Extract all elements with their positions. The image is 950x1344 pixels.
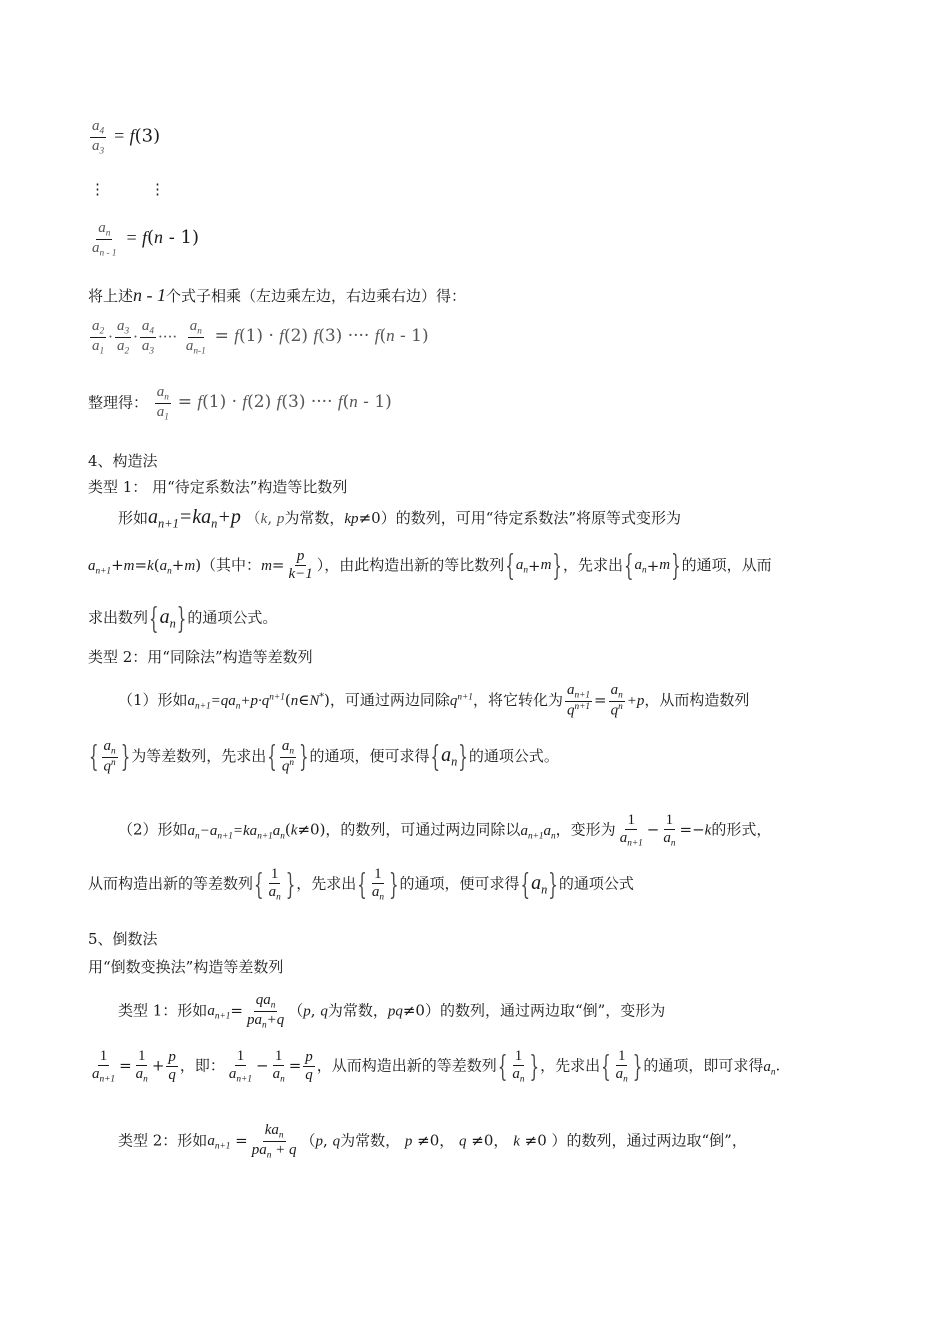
type1-form-pre: 形如 — [118, 509, 149, 527]
multiply-intro-pre: 将上述 — [88, 287, 134, 305]
type1-text3: ，先求出 — [562, 555, 623, 574]
inv-type2-note: 为常数， — [340, 1131, 401, 1150]
type1-form-post: 的数列，可用“待定系数法”将原等式变形为 — [395, 509, 682, 527]
type1-paren-note: （其中： — [201, 555, 262, 574]
multiply-intro — [88, 285, 950, 306]
type1-text2: ，由此构造出新的等比数列 — [324, 555, 505, 574]
simplify-label: 整理得： — [88, 393, 149, 412]
inv-type1-note: 为常数， — [327, 1001, 388, 1020]
type2-1-text4: 的通项公式。 — [468, 746, 559, 765]
type2-2-text4: 的通项，便可求得 — [399, 874, 520, 893]
inv-type2-line: 类型 2：形如$a_{n+1}$ = $\frac{ka_n}{pa_n + q}$ （p, q为常数， p ≠0， q ≠0， k ≠0 ）的数列，通过两边取“倒”， — [118, 1122, 747, 1161]
formula-ratio-an: $\frac{a_n}{a_{n - 1}}$ = f(n - 1) — [92, 220, 200, 259]
inv-type2-pre: 类型 2：形如 — [118, 1131, 208, 1150]
type2-1-pre: （1）形如 — [118, 690, 188, 709]
section4-title: 4、构造法 — [88, 452, 158, 470]
type2-2-text5: 的通项公式 — [558, 874, 634, 893]
inv-type1-line: 类型 1：形如$a_{n+1}=$ $\frac{qa_n}{pa_n+q}$ （p, q为常数，pq≠0）的数列，通过两边取“倒”，变形为 — [118, 992, 666, 1031]
inv-type1-post: 的数列，通过两边取“倒”，变形为 — [439, 1001, 666, 1020]
inv-type1-text4: ，先求出 — [540, 1056, 601, 1075]
inv-type2-post: 的数列，通过两边取“倒”， — [566, 1131, 747, 1150]
formula-product: $\frac{a_2}{a_1}$ · $\frac{a_3}{a_2}$ · $\frac{a_4}{a_3}$ ···· $\frac{a_n}{a_{n-1}}$ = f(1) · f(2) f(3) ···· f(n - 1) — [92, 318, 429, 357]
type2-2-text3: ，先求出 — [296, 874, 357, 893]
inv-type1-text5: 的通项，即可求得 — [643, 1056, 764, 1075]
inv-type1-text3: ，从而构造出新的等差数列 — [316, 1056, 497, 1075]
type2-1-text2: 为等差数列，先求出 — [131, 746, 267, 765]
type1-text5: 求出数列 — [88, 608, 149, 627]
vdots-row — [90, 180, 950, 198]
type2-2-post: 的形式， — [711, 820, 772, 839]
type2-title: 类型 2：用“同除法”构造等差数列 — [88, 648, 313, 666]
type1-form-line: 形如$a_{n+1}=ka_n+p$ （k, p为常数，kp≠0）的数列，可用“待定系数法”将原等式变形为 — [118, 506, 682, 531]
section5-title: 5、倒数法 — [88, 930, 158, 948]
multiply-intro-post: 个式子相乘（左边乘左边，右边乘右边）得： — [166, 287, 467, 305]
type2-1-post: ，从而构造数列 — [644, 690, 750, 709]
type2-1-mid: ，可通过两边同除 — [329, 690, 450, 709]
type1-cond-note: 为常数， — [284, 509, 345, 527]
inv-type1-pre: 类型 1：形如 — [118, 1001, 208, 1020]
inv-type1-text2: ，即： — [179, 1056, 225, 1075]
type1-transform-line: $a_{n+1}+m=k(a_n+m)$（其中：m= $\frac{p}{k-1}$ ），由此构造出新的等比数列 { $a_n$ + m } ，先求出 { $a_n$ + m } 的通项，从而 — [88, 548, 772, 583]
type2-1-mid2: ，将它转化为 — [472, 690, 563, 709]
type2-1-line: （1）形如$a_{n+1}=qa_n+p\cdot q^{n+1}(n\in N^*)$，可通过两边同除$q^{n+1}$，将它转化为 $\frac{a_{n+1}}{q^{n+1}}$ = $\frac{a_n}{q^n}$ +p，从而构造数列 — [118, 682, 750, 719]
vdots-left: ⋮ — [90, 180, 105, 198]
vdots-right: ⋮ — [150, 180, 165, 198]
type1-text4: 的通项，从而 — [681, 555, 772, 574]
type2-1-text3: 的通项，便可求得 — [309, 746, 430, 765]
inv-type1-line2: $\frac{1}{a_{n+1}}$ = $\frac{1}{a_n}$ + $\frac{p}{q}$ ，即： $\frac{1}{a_{n+1}}$ − $\frac{1}{a_n}$ = $\frac{p}{q}$ ，从而构造出新的等差数列 { $\frac{1}{a_n}$ } ，先求出 { $\frac{1}{a_n}$ } 的通项，即可求得$a_n$. — [92, 1048, 781, 1085]
multiply-count: n - 1 — [133, 285, 167, 305]
type2-2-line: （2）形如$a_n-a_{n+1}=ka_{n+1}a_n(k\ne 0)$，的数列，可通过两边同除以$a_{n+1}a_n$，变形为 $\frac{1}{a_{n+1}}$ − $\frac{1}{a_n}$ =−k的形式， — [118, 812, 772, 849]
section5-sub: 用“倒数变换法”构造等差数列 — [88, 958, 284, 976]
type1-text6: 的通项公式。 — [187, 608, 278, 627]
type2-2-line2: 从而构造出新的等差数列 { $\frac{1}{a_n}$ } ，先求出 { $\frac{1}{a_n}$ } 的通项，便可求得 { $a_n$ } 的通项公式 — [88, 866, 634, 903]
type1-title: 类型 1： 用“待定系数法”构造等比数列 — [88, 478, 348, 496]
formula-simplify: 整理得： $\frac{a_n}{a_1}$ = f(1) · f(2) f(3) ···· f(n - 1) — [88, 384, 392, 423]
type1-result-line: 求出数列 { $a_n$ } 的通项公式。 — [88, 601, 278, 636]
type2-2-text2: 从而构造出新的等差数列 — [88, 874, 254, 893]
type2-2-mid: ，的数列，可通过两边同除以 — [325, 820, 521, 839]
type2-1-line2: { $\frac{a_n}{q^n}$ } 为等差数列，先求出 { $\frac{a_n}{q^n}$ } 的通项，便可求得 { $a_n$ } 的通项公式。 — [89, 738, 559, 775]
type2-2-mid2: ，变形为 — [555, 820, 616, 839]
type2-2-pre: （2）形如 — [118, 820, 188, 839]
formula-ratio-a4-a3: $\frac{a_4}{a_3}$ = f(3) — [92, 118, 161, 157]
